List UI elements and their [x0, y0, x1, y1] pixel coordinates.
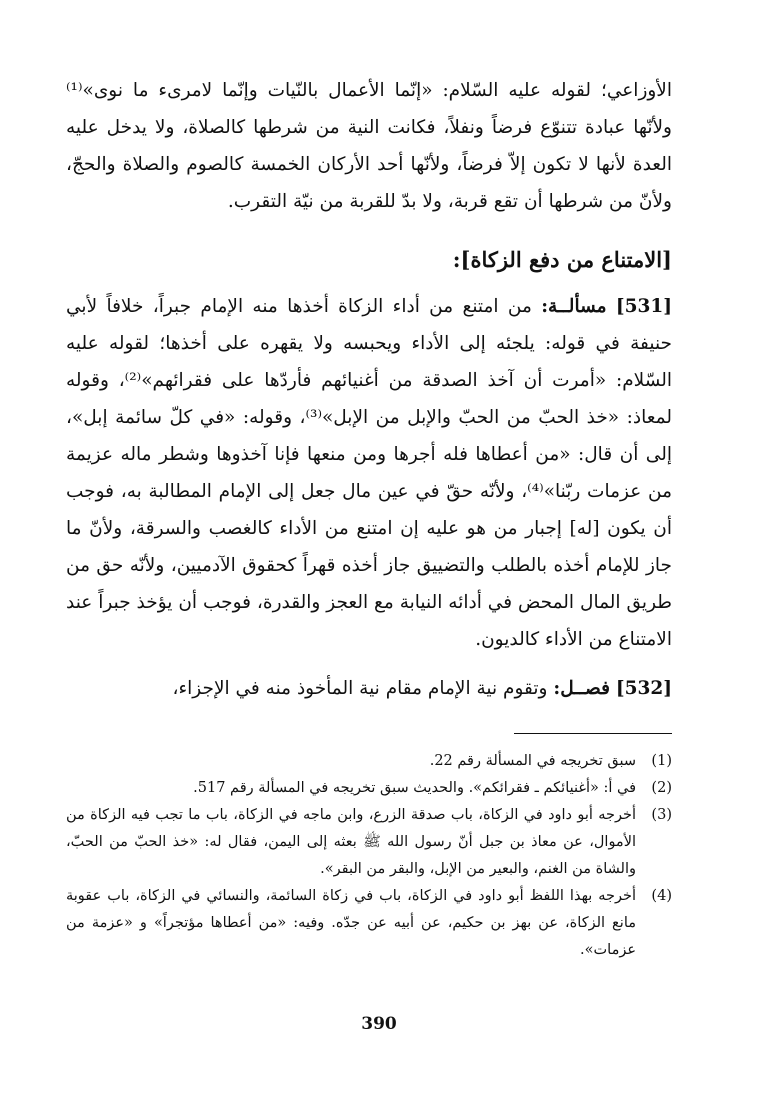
issue-531-body: من امتنع من أداء الزكاة أخذها منه الإمام جبراً، خلافاً لأبي حنيفة في قوله: يلجئه إلى الأداء ويحبسه ولا يقهره على أخذها؛ لقوله عليه السّلام: «أمرت أن آخذ الصدقة من أغنيائهم فأردّها على فقرائهم»⁽²⁾، وقوله لمعاذ: «خذ الحبّ من الحبّ والإبل من الإبل»⁽³⁾، وقوله: «في كلّ سائمة إبل»، إلى أن قال: «من أعطاها فله أجرها ومن منعها فإنا آخذوها وشطر ماله عزيمة من عزمات ربّنا»⁽⁴⁾، ولأنّه حقّ في عين مال جعل إلى الإمام المطالبة به، فوجب أن يكون [له] إجبار من هو عليه إن امتنع من الأداء كالغصب والسرقة، ولأنّ ما جاز للإمام أخذه بالطلب والتضييق جاز أخذه قهراً كحقوق الآدميين، ولأنّه حق من طريق المال المحض في أدائه النيابة مع العجز والقدرة، فوجب أن يؤخذ جبراً عند الامتناع من الأداء كالديون. [66, 296, 672, 650]
section-heading: [الامتناع من دفع الزكاة]: [452, 247, 672, 272]
chapter-532-number: [532] [615, 678, 672, 699]
issue-531-number: [531] [615, 296, 672, 317]
footnote-divider [514, 733, 672, 734]
page-number: 390 [361, 1014, 397, 1034]
chapter-532-paragraph [66, 670, 672, 707]
footnote-item [66, 775, 672, 802]
footnote-item [66, 802, 672, 883]
footnote-number: (2) [651, 780, 672, 796]
footnote-number: (3) [651, 807, 672, 823]
footnote-text: في أ: «أغنيائكم ـ فقرائكم». والحديث سبق تخريجه في المسألة رقم 517. [193, 780, 636, 796]
footnote-item [66, 883, 672, 964]
issue-531-label: مسألــة: [541, 296, 607, 317]
footnotes [66, 748, 672, 964]
intro-paragraph: الأوزاعي؛ لقوله عليه السّلام: «إنّما الأعمال بالنّيات وإنّما لامرىء ما نوى»⁽¹⁾ ولأنّها عبادة تتنوّع فرضاً ونفلاً، فكانت النية من شرطها كالصلاة، ولا يدخل عليه العدة لأنها لا تكون إلاّ فرضاً، ولأنّها أحد الأركان الخمسة كالصوم والصلاة والحجّ، ولأنّ من شرطها أن تقع قربة، ولا بدّ للقربة من نيّة التقرب. [66, 80, 672, 212]
chapter-532-body: وتقوم نية الإمام مقام نية المأخوذ منه في الإجزاء، [172, 678, 554, 699]
issue-531-paragraph [66, 288, 672, 658]
footnote-item [66, 748, 672, 775]
footnote-text: سبق تخريجه في المسألة رقم 22. [429, 753, 636, 769]
footnote-text: أخرجه بهذا اللفظ أبو داود في الزكاة، باب في زكاة السائمة، والنسائي في الزكاة، باب عقوبة مانع الزكاة، عن بهز بن حكيم، عن أبيه عن جدّه. وفيه: «من أعطاها مؤتجراً» و «عزمة من عزمات». [66, 888, 636, 958]
footnote-text: أخرجه أبو داود في الزكاة، باب صدقة الزرع، وابن ماجه في الزكاة، باب ما تجب فيه الزكاة من الأموال، عن معاذ بن جبل أنّ رسول الله ﷺ بعثه إلى اليمن، فقال له: «خذ الحبّ من الحبّ، والشاة من الغنم، والبعير من الإبل، والبقر من البقر». [66, 807, 636, 877]
footnote-number: (1) [651, 753, 672, 769]
footnote-number: (4) [651, 888, 672, 904]
chapter-532-label: فصــل: [553, 678, 610, 699]
